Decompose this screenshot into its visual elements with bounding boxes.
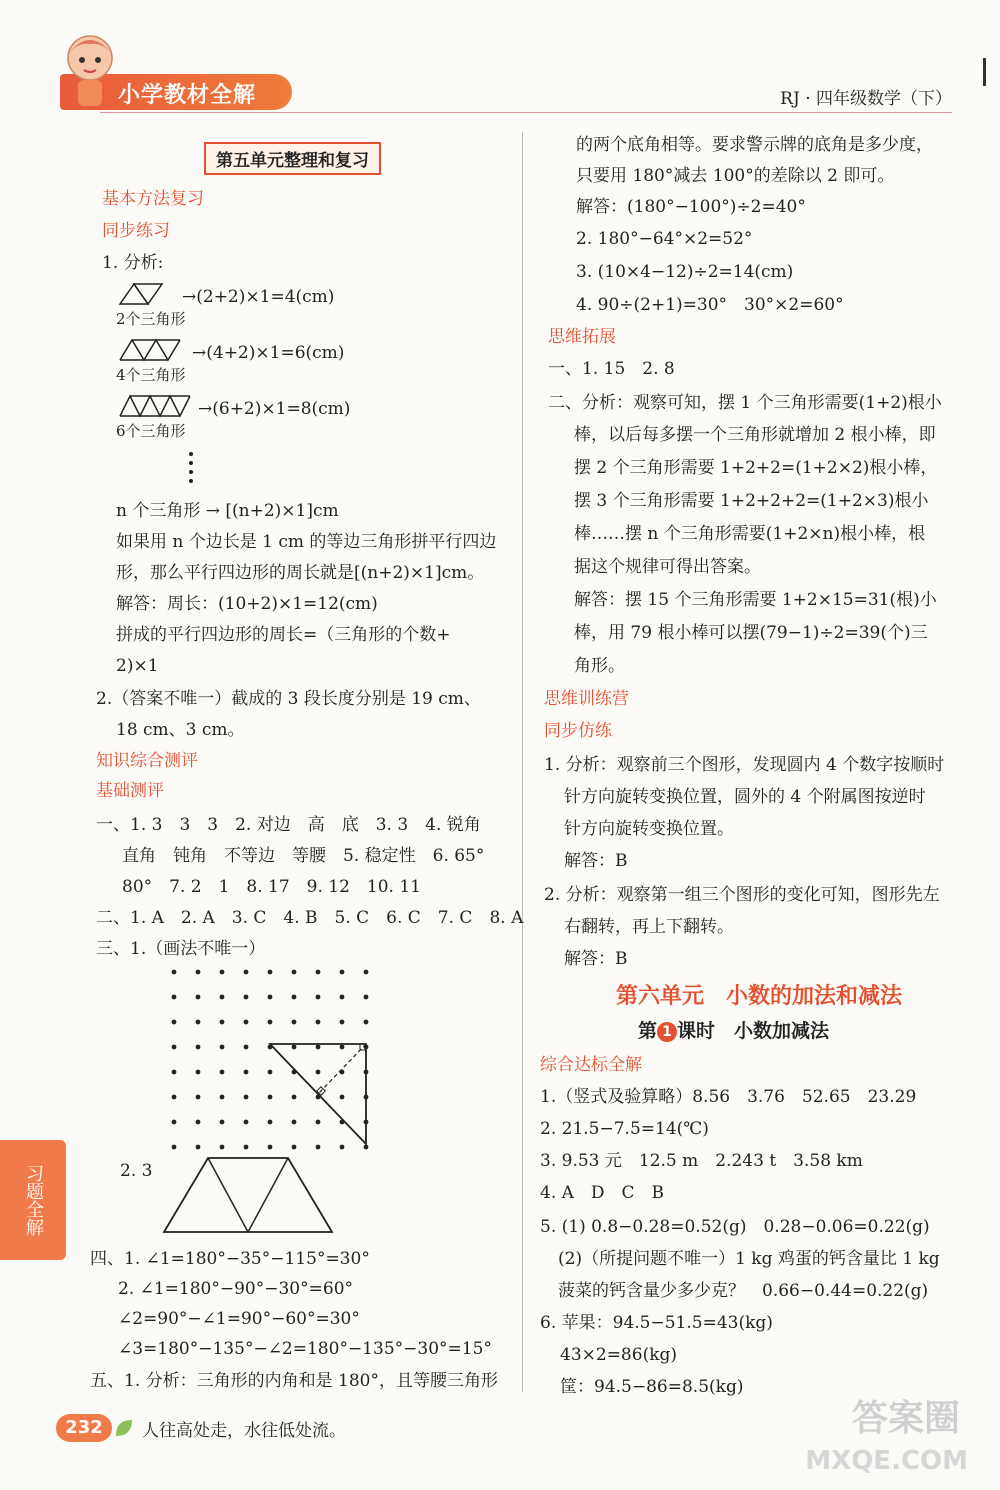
right-line-6: 4. 90÷(2+1)=30° 30°×2=60° [576, 295, 844, 315]
grid-dot [340, 1045, 345, 1050]
right-unit6-9: 43×2=86(kg) [560, 1345, 678, 1365]
watermark-url: MXQE.COM [805, 1446, 968, 1476]
right-expand-9: 棒，用 79 根小棒可以摆(79−1)÷2=39(个)三 [574, 623, 928, 643]
brand-title: 小学教材全解 [118, 83, 257, 108]
grid-dot [244, 1095, 249, 1100]
left-line-3: 形，那么平行四边形的周长就是[(n+2)×1]cm。 [116, 563, 485, 583]
page-number: 232 [56, 1414, 112, 1442]
grid-dot [316, 1145, 321, 1150]
right-camp-1: 1. 分析：观察前三个图形，发现圆内 4 个数字按顺时 [544, 755, 945, 775]
grid-dot [340, 970, 345, 975]
grid-dot [292, 970, 297, 975]
grid-dot [316, 1020, 321, 1025]
grid-dot [196, 1020, 201, 1025]
triangles-2-figure [118, 282, 178, 306]
subheading-knowledge-test: 知识综合测评 [96, 751, 198, 771]
left-line-6: 2)×1 [116, 656, 159, 676]
right-camp-3: 针方向旋转变换位置。 [564, 819, 734, 839]
side-tab-exercises: 习题全解 [0, 1140, 66, 1260]
leaf-icon [112, 1416, 136, 1440]
q1-intro: 1. 分析: [102, 253, 164, 273]
right-unit6-8: 6. 苹果：94.5−51.5=43(kg) [540, 1313, 773, 1333]
grid-dot [172, 1020, 177, 1025]
left-line-2: 如果用 n 个边长是 1 cm 的等边三角形拼平行四边 [116, 532, 497, 552]
lesson-suffix: 课时 小数加减法 [677, 1020, 830, 1042]
subheading-comprehensive: 综合达标全解 [540, 1055, 642, 1075]
right-line-5: 3. (10×4−12)÷2=14(cm) [576, 262, 794, 282]
grid-dot [268, 1120, 273, 1125]
grid-dot [220, 1145, 225, 1150]
grid-dot [196, 1145, 201, 1150]
grid-dot [244, 995, 249, 1000]
grid-dot [268, 1070, 273, 1075]
grid-dot [220, 1095, 225, 1100]
right-line-4: 2. 180°−64°×2=52° [576, 229, 753, 249]
grid-dot [220, 995, 225, 1000]
grid-dot [292, 995, 297, 1000]
lesson-title [638, 1020, 829, 1042]
grid-dot [196, 1070, 201, 1075]
grid-dot [244, 970, 249, 975]
footer-motto: 人往高处走，水往低处流。 [142, 1421, 346, 1441]
fig-formula-2: →(4+2)×1=6(cm) [192, 343, 345, 363]
column-divider [522, 132, 523, 1392]
subheading-thinking-expand: 思维拓展 [548, 327, 616, 347]
right-line-2: 只要用 180°减去 100°的差除以 2 即可。 [576, 166, 895, 186]
grid-dot [364, 995, 369, 1000]
left-answers-1: 一、1. 3 3 3 2. 对边 高 底 3. 3 4. 锐角 [96, 815, 481, 835]
right-unit6-4: 4. A D C B [540, 1183, 665, 1203]
grid-dot [268, 995, 273, 1000]
right-camp-7: 解答：B [564, 949, 628, 969]
grid-dot [364, 970, 369, 975]
grid-dot [316, 1120, 321, 1125]
grid-dot [268, 1020, 273, 1025]
grid-dot [196, 1045, 201, 1050]
unit-six-title: 第六单元 小数的加法和减法 [616, 984, 903, 1009]
right-expand-1: 一、1. 15 2. 8 [548, 359, 675, 379]
left-q2: 2. 3 [120, 1161, 153, 1181]
right-unit6-5: 5. (1) 0.8−0.28=0.52(g) 0.28−0.06=0.22(g) [540, 1217, 930, 1237]
fig-caption-1: 2个三角形 [116, 310, 186, 328]
grid-dot [292, 1145, 297, 1150]
grid-dot [196, 970, 201, 975]
vertical-ellipsis-icon [186, 450, 196, 486]
left-answers-5: 三、1.（画法不唯一） [96, 939, 266, 959]
grid-dot [364, 1145, 369, 1150]
triangles-6-figure [118, 394, 198, 418]
grid-dot [268, 1145, 273, 1150]
grid-dot [244, 1020, 249, 1025]
grid-dot [340, 1145, 345, 1150]
grid-dot [340, 1095, 345, 1100]
grid-dot [316, 995, 321, 1000]
left-line-8: 18 cm、3 cm。 [116, 720, 245, 740]
right-camp-2: 针方向旋转变换位置，圆外的 4 个附属图按逆时 [564, 787, 926, 807]
grid-dot [316, 970, 321, 975]
right-expand-7: 据这个规律可得出答案。 [574, 557, 761, 577]
grid-dot [268, 1095, 273, 1100]
left-q5-1: 五、1. 分析：三角形的内角和是 180°，且等腰三角形 [90, 1371, 498, 1391]
subheading-method-review: 基本方法复习 [102, 189, 204, 209]
left-q4-4: ∠3=180°−135°−∠2=180°−135°−30°=15° [118, 1339, 492, 1359]
grid-dot [292, 1045, 297, 1050]
grid-dot [172, 970, 177, 975]
lesson-number-badge: 1 [657, 1022, 677, 1042]
grid-dot [196, 1120, 201, 1125]
right-expand-8: 解答：摆 15 个三角形需要 1+2×15=31(根)小 [574, 590, 937, 610]
grid-dot [244, 1120, 249, 1125]
grid-dot [220, 970, 225, 975]
grid-dot [220, 1120, 225, 1125]
right-unit6-1: 1.（竖式及验算略）8.56 3.76 52.65 23.29 [540, 1087, 917, 1107]
right-expand-10: 角形。 [574, 656, 625, 676]
right-camp-5: 2. 分析：观察第一组三个图形的变化可知，图形先左 [544, 885, 940, 905]
grid-dot [220, 1070, 225, 1075]
triangles-4-figure [118, 338, 188, 362]
right-camp-6: 右翻转，再上下翻转。 [564, 917, 734, 937]
right-expand-4: 摆 2 个三角形需要 1+2+2=(1+2×2)根小棒， [574, 458, 938, 478]
right-line-1: 的两个底角相等。要求警示牌的底角是多少度， [576, 135, 933, 155]
left-line-4: 解答：周长：(10+2)×1=12(cm) [116, 594, 378, 614]
subheading-sync-practice: 同步练习 [102, 221, 170, 241]
right-line-3: 解答：(180°−100°)÷2=40° [576, 197, 806, 217]
dot-grid-figure [166, 964, 386, 1154]
left-q4-3: ∠2=90°−∠1=90°−60°=30° [118, 1309, 360, 1329]
grid-dot [196, 995, 201, 1000]
subheading-basic-test: 基础测评 [96, 781, 164, 801]
grid-dot [172, 1045, 177, 1050]
grid-dot [172, 1120, 177, 1125]
left-answers-3: 80° 7. 2 1 8. 17 9. 12 10. 11 [122, 877, 421, 897]
grid-dot [364, 1020, 369, 1025]
fig-caption-3: 6个三角形 [116, 422, 186, 440]
grid-dot [172, 995, 177, 1000]
right-expand-5: 摆 3 个三角形需要 1+2+2+2=(1+2×3)根小 [574, 491, 929, 511]
grid-dot [244, 1045, 249, 1050]
grid-dot [340, 1020, 345, 1025]
fig-formula-1: →(2+2)×1=4(cm) [182, 287, 335, 307]
grid-dot [292, 1120, 297, 1125]
right-expand-2: 二、分析：观察可知，摆 1 个三角形需要(1+2)根小 [548, 393, 942, 413]
grid-dot [172, 1095, 177, 1100]
left-answers-4: 二、1. A 2. A 3. C 4. B 5. C 6. C 7. C 8. A [96, 908, 524, 928]
grid-dot [268, 970, 273, 975]
right-unit6-2: 2. 21.5−7.5=14(℃) [540, 1119, 709, 1139]
grid-dot [172, 1070, 177, 1075]
left-q4-1: 四、1. ∠1=180°−35°−115°=30° [90, 1249, 370, 1269]
watermark-logo: 答案圈 [851, 1398, 960, 1439]
grid-dot [316, 1045, 321, 1050]
right-unit6-10: 筐：94.5−86=8.5(kg) [560, 1377, 744, 1397]
grid-dot [172, 1145, 177, 1150]
left-answers-2: 直角 钝角 不等边 等腰 5. 稳定性 6. 65° [122, 846, 485, 866]
grid-dot [292, 1095, 297, 1100]
mascot-icon [58, 32, 122, 112]
right-camp-4: 解答：B [564, 851, 628, 871]
left-line-1: n 个三角形 → [(n+2)×1]cm [116, 501, 339, 521]
left-q4-2: 2. ∠1=180°−90°−30°=60° [118, 1279, 354, 1299]
grid-dot [220, 1045, 225, 1050]
grid-dot [316, 1070, 321, 1075]
header-rule [100, 112, 952, 113]
grid-dot [244, 1070, 249, 1075]
right-expand-3: 棒，以后每多摆一个三角形就增加 2 根小棒，即 [574, 425, 936, 445]
header-edge-mark [983, 58, 986, 86]
grid-dot [220, 1020, 225, 1025]
subheading-training-camp: 思维训练营 [544, 689, 629, 709]
left-line-5: 拼成的平行四边形的周长=（三角形的个数+ [116, 625, 451, 645]
right-expand-6: 棒……摆 n 个三角形需要(1+2×n)根小棒，根 [574, 524, 926, 544]
right-unit6-7: 菠菜的钙含量少多少克？ 0.66−0.44=0.22(g) [558, 1281, 929, 1301]
lesson-prefix: 第 [638, 1020, 658, 1042]
grid-dot [244, 1145, 249, 1150]
fig-caption-2: 4个三角形 [116, 366, 186, 384]
grid-dot [196, 1095, 201, 1100]
grid-dot [292, 1020, 297, 1025]
section-box-title: 第五单元整理和复习 [204, 142, 381, 175]
subheading-sync-imitate: 同步仿练 [544, 721, 612, 741]
grid-dot [340, 995, 345, 1000]
fig-formula-3: →(6+2)×1=8(cm) [198, 399, 351, 419]
right-unit6-6: (2)（所提问题不唯一）1 kg 鸡蛋的钙含量比 1 kg [558, 1249, 940, 1269]
left-line-7: 2.（答案不唯一）截成的 3 段长度分别是 19 cm、 [96, 689, 481, 709]
header-book-info: RJ · 四年级数学（下） [780, 89, 952, 109]
trapezoid-figure [160, 1154, 340, 1236]
right-unit6-3: 3. 9.53 元 12.5 m 2.243 t 3.58 km [540, 1151, 863, 1171]
